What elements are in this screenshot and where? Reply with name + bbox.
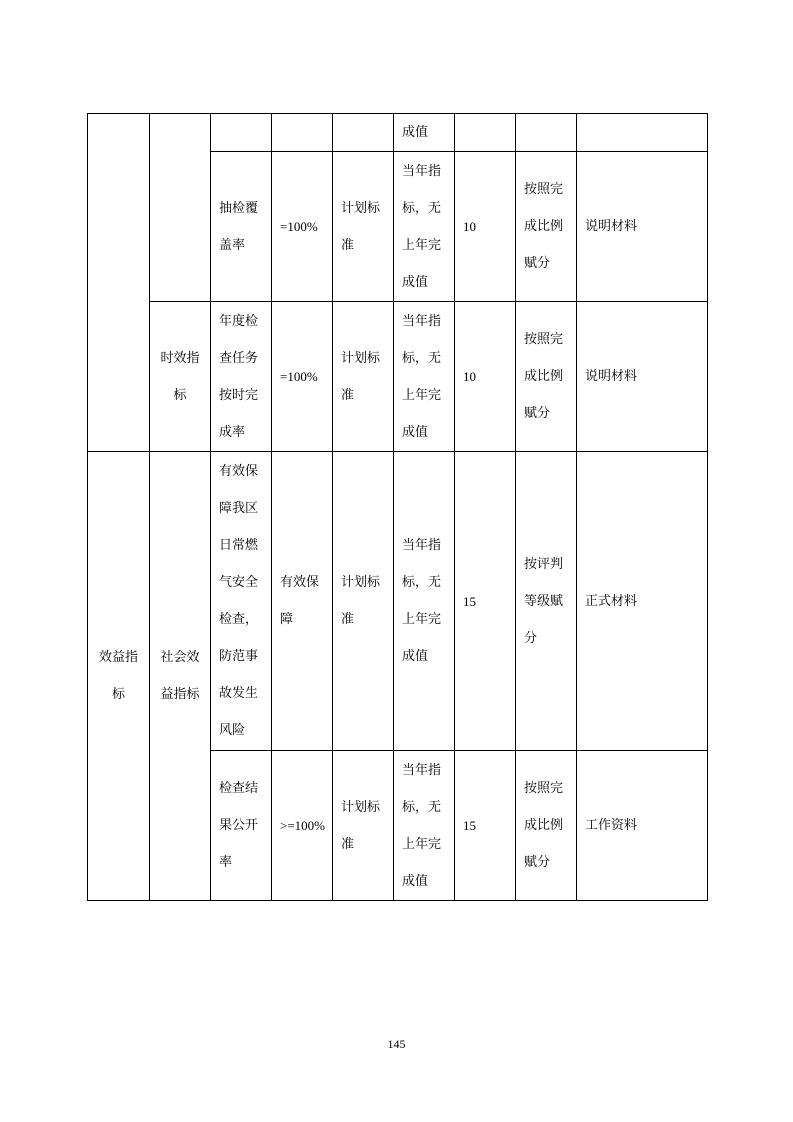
value-basis-cell: 计划标 准 (333, 302, 394, 452)
basis-note-cell: 当年指 标，无 上年完 成值 (394, 302, 455, 452)
performance-indicator-table (87, 113, 708, 901)
value-basis-cell (333, 114, 394, 152)
level2-indicator-cell: 社会效 益指标 (150, 452, 211, 901)
basis-note-cell: 成值 (394, 114, 455, 152)
evidence-cell: 说明材料 (577, 302, 708, 452)
page-number: 145 (387, 1037, 406, 1051)
value-basis-cell: 计划标 准 (333, 751, 394, 901)
scoring-method-cell: 按照完 成比例 赋分 (516, 152, 577, 302)
target-value-cell: =100% (272, 302, 333, 452)
evidence-cell: 工作资料 (577, 751, 708, 901)
basis-note-cell: 当年指 标，无 上年完 成值 (394, 452, 455, 751)
level1-indicator-cell (88, 114, 150, 452)
evidence-cell: 正式材料 (577, 452, 708, 751)
scoring-method-cell: 按评判 等级赋 分 (516, 452, 577, 751)
table-row (88, 452, 708, 751)
level2-indicator-cell: 时效指 标 (150, 302, 211, 452)
scoring-method-cell (516, 114, 577, 152)
weight-cell: 10 (455, 152, 516, 302)
level3-indicator-cell: 有效保 障我区 日常燃 气安全 检查， 防范事 故发生 风险 (211, 452, 272, 751)
weight-cell: 15 (455, 452, 516, 751)
target-value-cell: =100% (272, 152, 333, 302)
target-value-cell: 有效保 障 (272, 452, 333, 751)
level3-indicator-cell: 检查结 果公开 率 (211, 751, 272, 901)
target-value-cell (272, 114, 333, 152)
basis-note-cell: 当年指 标，无 上年完 成值 (394, 751, 455, 901)
level2-indicator-cell (150, 114, 211, 302)
level3-indicator-cell: 抽检覆 盖率 (211, 152, 272, 302)
weight-cell: 10 (455, 302, 516, 452)
table-row (88, 114, 708, 152)
basis-note-cell: 当年指 标，无 上年完 成值 (394, 152, 455, 302)
scoring-method-cell: 按照完 成比例 赋分 (516, 302, 577, 452)
value-basis-cell: 计划标 准 (333, 152, 394, 302)
level3-indicator-cell: 年度检 查任务 按时完 成率 (211, 302, 272, 452)
value-basis-cell: 计划标 准 (333, 452, 394, 751)
evidence-cell: 说明材料 (577, 152, 708, 302)
target-value-cell: >=100% (272, 751, 333, 901)
evidence-cell (577, 114, 708, 152)
scoring-method-cell: 按照完 成比例 赋分 (516, 751, 577, 901)
weight-cell (455, 114, 516, 152)
level3-indicator-cell (211, 114, 272, 152)
weight-cell: 15 (455, 751, 516, 901)
table-row (88, 302, 708, 452)
level1-indicator-cell: 效益指 标 (88, 452, 150, 901)
